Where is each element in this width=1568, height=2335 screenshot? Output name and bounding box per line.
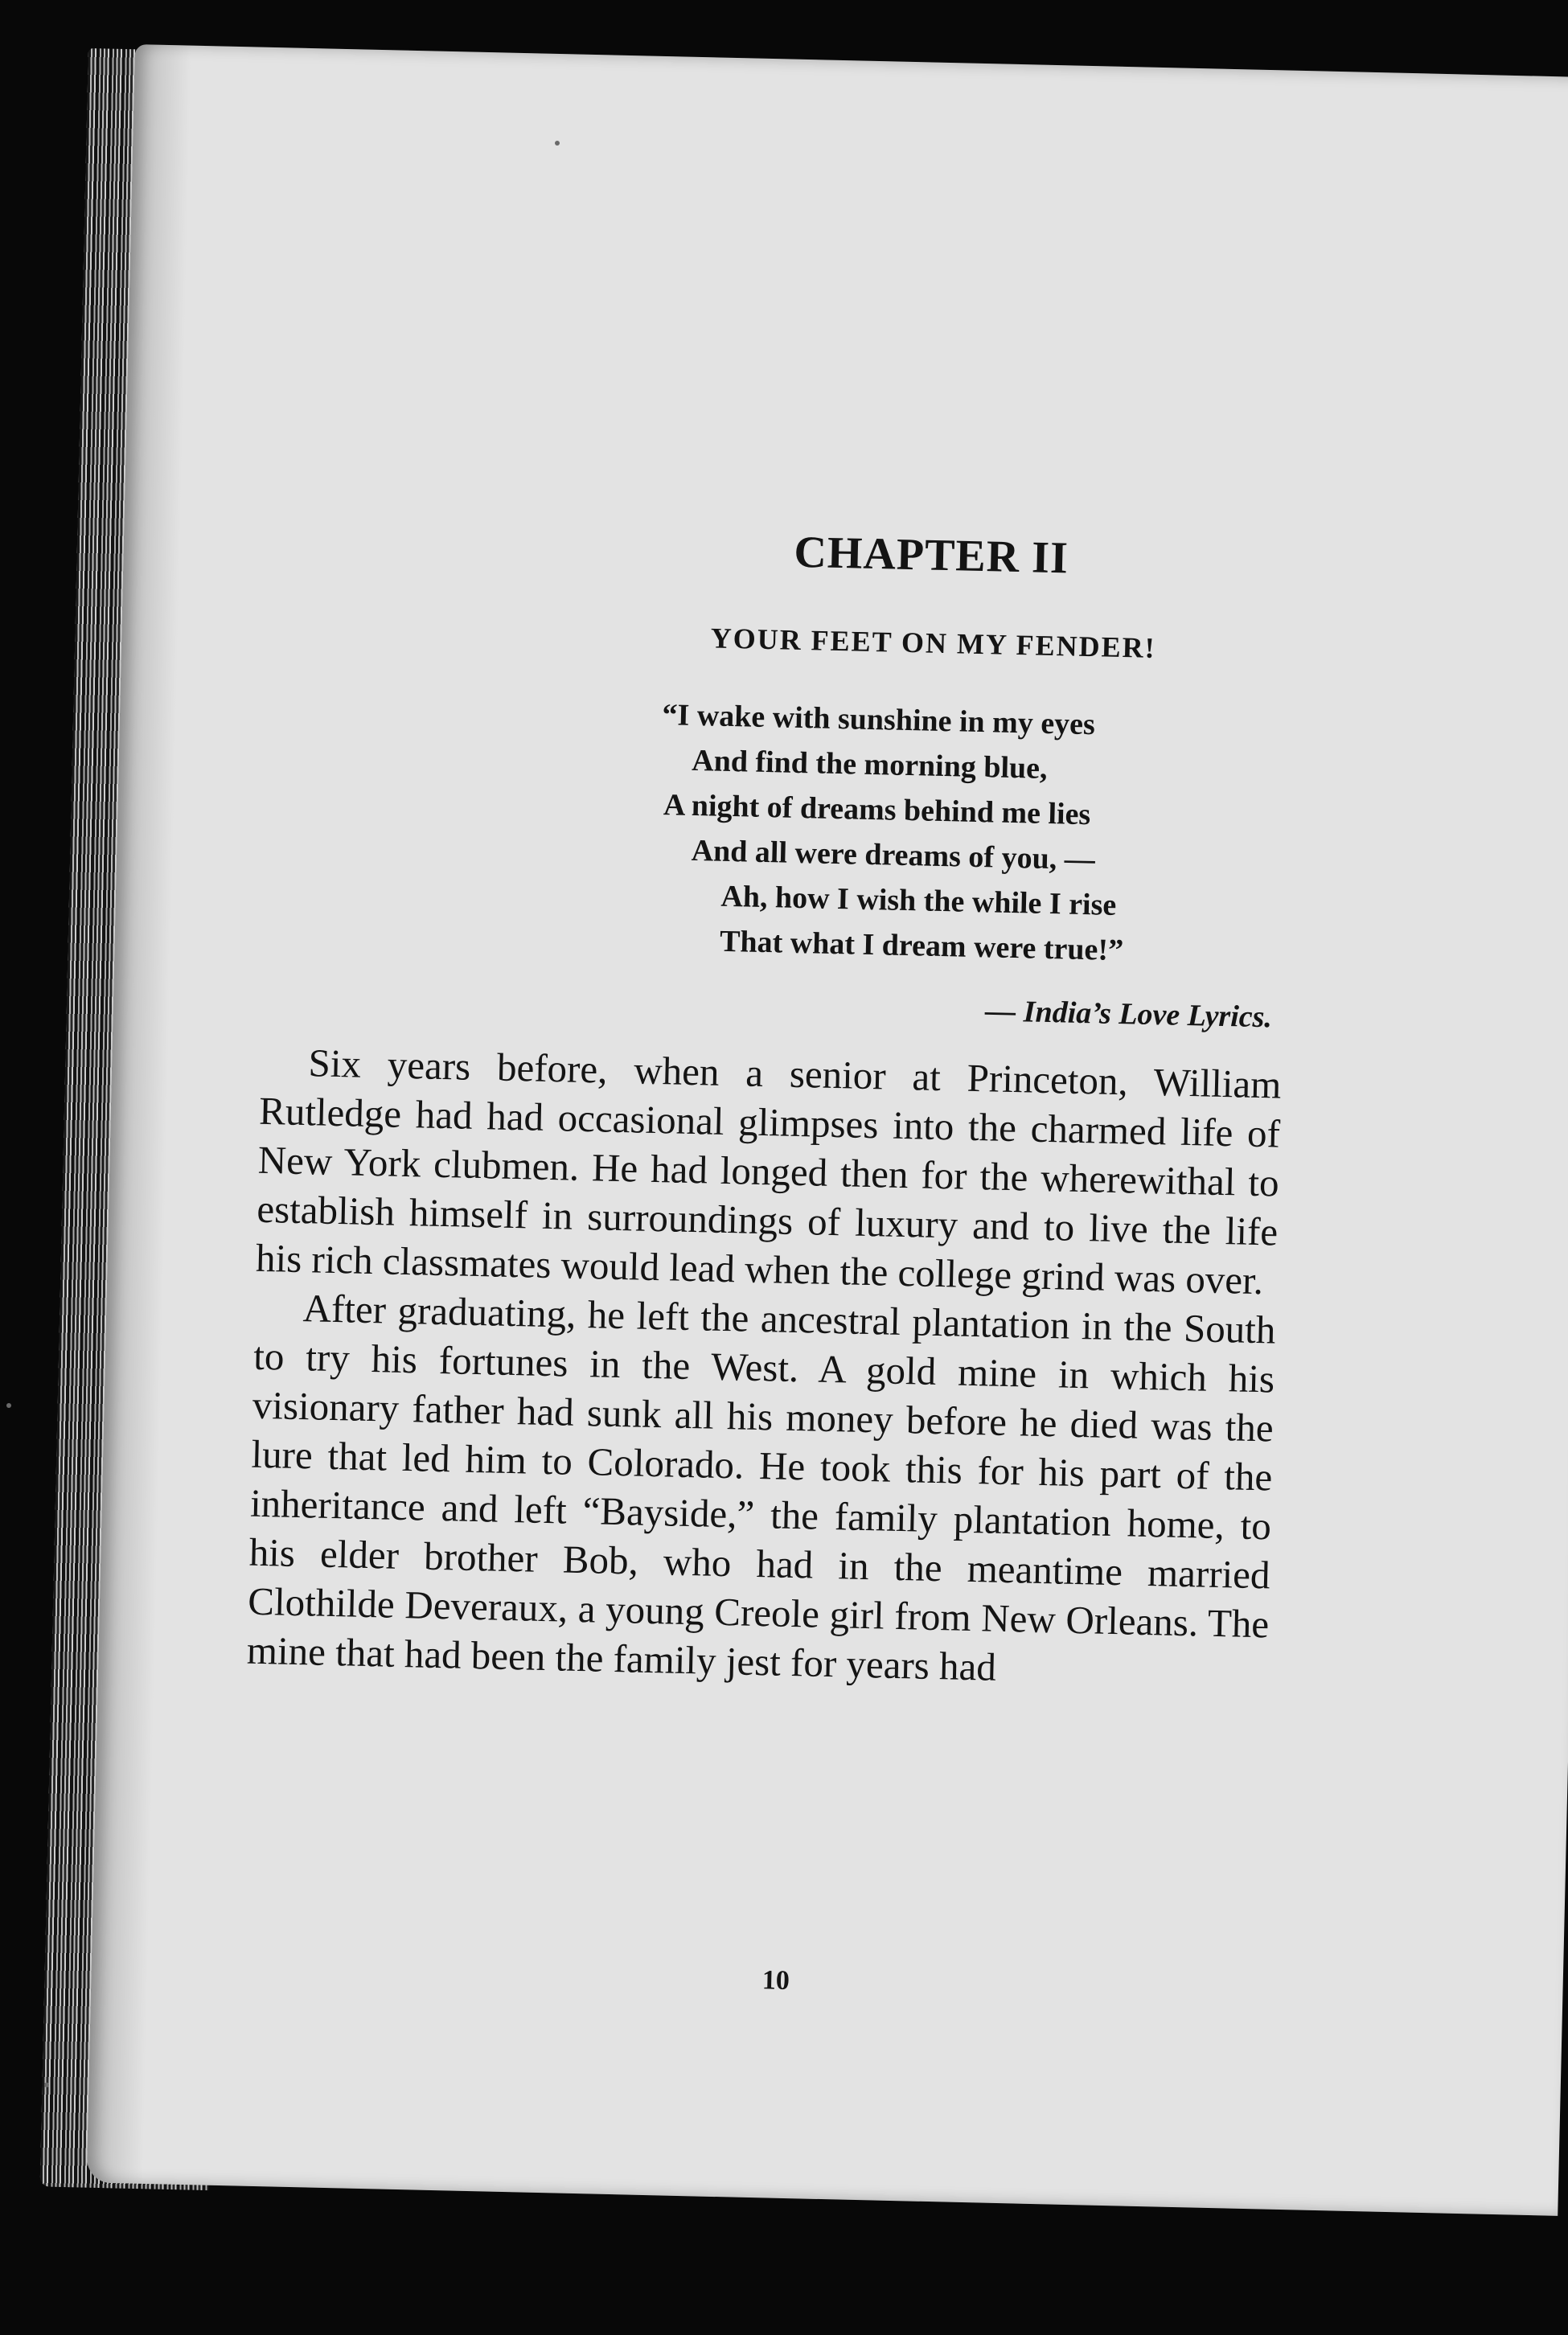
epigraph-line: That what I dream were true!”: [719, 924, 1124, 968]
epigraph-poem: [657, 692, 1274, 976]
chapter-title: CHAPTER II: [793, 527, 1069, 584]
epigraph-line: And find the morning blue,: [691, 743, 1049, 786]
body-text: [246, 1037, 1282, 1698]
paragraph: After graduating, he left the ancestral plantation in the South to try his fortunes in the West. A gold mine in which his visionary father had sunk all his money before he died was the lure that led him to Colorado. He took this for his part of the inheritance and left “Bayside,” the family plantation home, to his elder brother Bob, who had in the meantime married Clothilde Deveraux, a young Creole girl from New Orleans. The mine that had been the family jest for years had: [246, 1286, 1277, 1689]
epigraph-line: A night of dreams behind me lies: [663, 788, 1091, 832]
paragraph: Six years before, when a senior at Princeton, William Rutledge had had occasional glimpses into the charmed life of New York clubmen. He had longed then for the wherewithal to establish himself in surroundings of luxury and to live the life his rich classmates would lead when the college grind was over.: [255, 1040, 1282, 1303]
dust-speck: [6, 1403, 11, 1408]
epigraph-line: And all were dreams of you, —: [691, 833, 1096, 877]
page-number: 10: [761, 1965, 790, 1996]
epigraph-line: “I wake with sunshine in my eyes: [662, 698, 1096, 742]
dust-speck: [555, 141, 560, 146]
epigraph-line: Ah, how I wish the while I rise: [720, 879, 1117, 922]
chapter-subtitle: YOUR FEET ON MY FENDER!: [710, 622, 1157, 664]
dust-speck: [44, 2083, 49, 2087]
epigraph-attribution: — India’s Love Lyrics.: [984, 994, 1273, 1035]
